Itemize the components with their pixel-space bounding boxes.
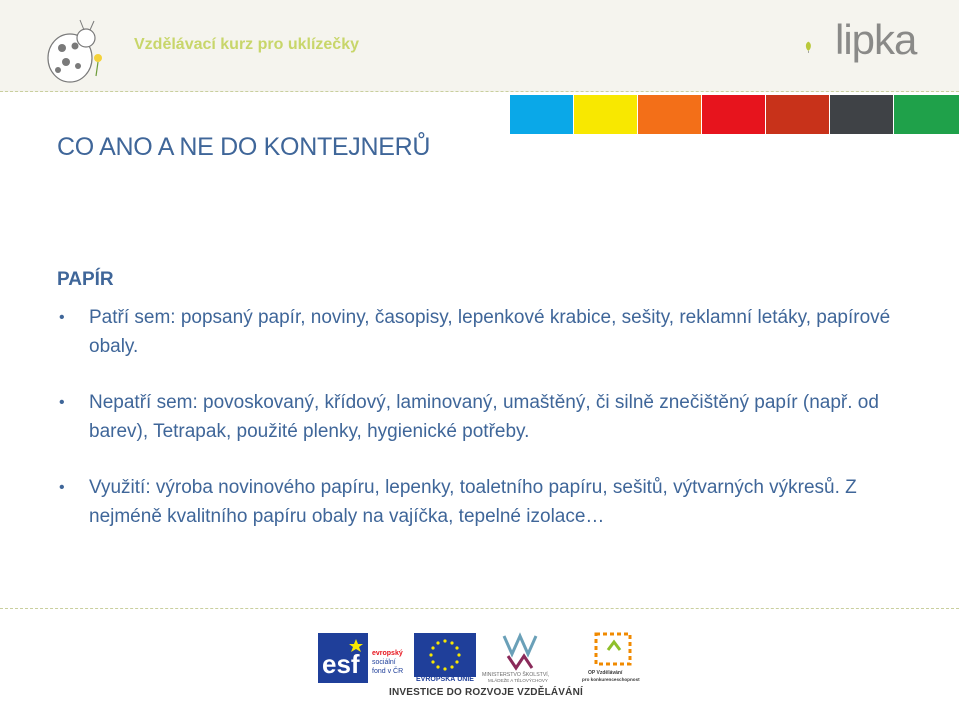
svg-text:fond v ČR: fond v ČR	[372, 668, 404, 675]
svg-text:pro konkurenceschopnost: pro konkurenceschopnost	[582, 677, 640, 682]
list-item	[57, 473, 917, 531]
investice-slogan: INVESTICE DO ROZVOJE VZDĚLÁVÁNÍ	[389, 687, 584, 698]
bullet-text: Nepatří sem: povoskovaný, křídový, laminovaný, umaštěný, či silně znečištěný papír (např. od barev), Tetrapak, použité plenky, hygienické potřeby.	[89, 392, 879, 442]
color-bar-orange	[638, 95, 701, 134]
ladybug-mascot-icon	[40, 18, 108, 90]
list-item	[57, 303, 917, 361]
bullet-icon: •	[59, 479, 65, 496]
eu-label: EVROPSKÁ UNIE	[416, 676, 474, 683]
color-bar-cyan	[510, 95, 573, 134]
svg-text:sociální: sociální	[372, 659, 396, 666]
header-divider	[0, 91, 959, 93]
svg-text:OP Vzdělávání: OP Vzdělávání	[588, 670, 623, 676]
color-bar-gray	[830, 95, 893, 134]
footer-divider	[0, 608, 959, 610]
color-bar-red	[702, 95, 765, 134]
eu-flag-icon	[414, 633, 476, 677]
color-bar-green	[894, 95, 959, 134]
bullet-icon: •	[59, 309, 65, 326]
color-bar-dark-red	[766, 95, 829, 134]
bullet-text: Využití: výroba novinového papíru, lepenky, toaletního papíru, sešitů, výtvarných výkresů. Z nejméně kvalitního papíru obaly na vajíčka, tepelné izolace…	[89, 477, 857, 527]
msmt-logo	[482, 632, 574, 682]
page-title: CO ANO A NE DO KONTEJNERŮ	[57, 133, 431, 161]
color-bar-yellow	[574, 95, 637, 134]
esf-logo	[318, 633, 410, 683]
lipka-brand-name: lipka	[835, 16, 917, 63]
esf-logo-text: esf	[322, 649, 360, 679]
op-vzdelavani-logo	[582, 630, 646, 684]
bullet-list	[57, 303, 917, 558]
svg-text:MINISTERSTVO ŠKOLSTVÍ,: MINISTERSTVO ŠKOLSTVÍ,	[482, 672, 550, 678]
bullet-icon: •	[59, 394, 65, 411]
svg-text:MLÁDEŽE A TĚLOVÝCHOVY: MLÁDEŽE A TĚLOVÝCHOVY	[488, 678, 548, 682]
section-title: PAPÍR	[57, 269, 114, 290]
course-title: Vzdělávací kurz pro uklízečky	[134, 36, 359, 53]
list-item	[57, 388, 917, 446]
lipka-leaf-icon	[804, 22, 838, 72]
bullet-text: Patří sem: popsaný papír, noviny, časopisy, lepenkové krabice, sešity, reklamní letáky, papírové obaly.	[89, 307, 891, 357]
svg-text:evropský: evropský	[372, 650, 403, 657]
